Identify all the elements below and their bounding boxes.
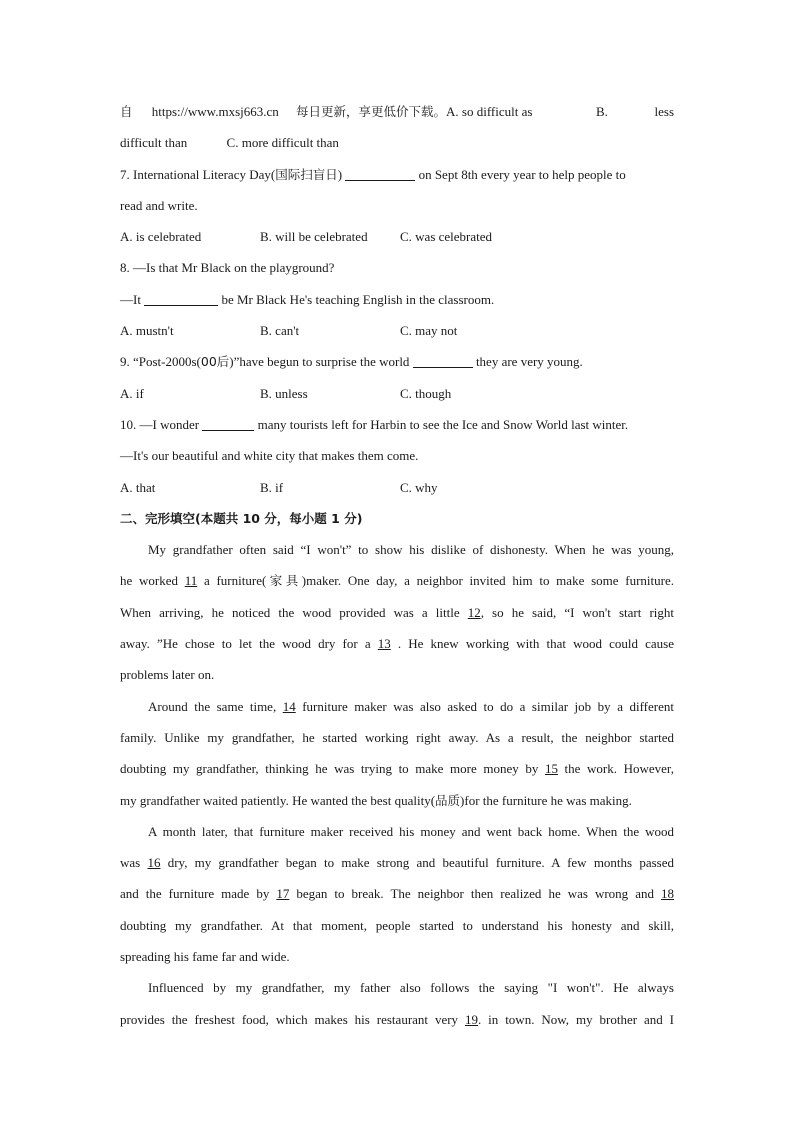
q10-option-a[interactable]: A. that — [120, 479, 156, 495]
passage-text: )for the furniture he was making. — [460, 792, 632, 808]
cloze-blank-12[interactable]: 12 — [467, 604, 481, 620]
header-prefix: 自 — [120, 104, 133, 119]
q9-stem — [120, 346, 674, 377]
q7-stem — [120, 159, 674, 190]
q7-options — [120, 221, 674, 252]
passage-line — [120, 628, 674, 659]
q7-stem-line2 — [120, 190, 674, 221]
passage-line — [120, 1004, 674, 1035]
section-heading: 二、完形填空(本题共 10 分，每小题 1 分) — [120, 510, 363, 526]
passage-line — [120, 597, 674, 628]
passage-text: . He knew working with that wood could cause — [390, 636, 675, 652]
passage-line — [120, 534, 674, 565]
cloze-blank-16[interactable]: 16 — [147, 855, 161, 871]
passage-text: doubting my grandfather, thinking he was trying to make more money by — [120, 761, 545, 777]
header-line — [120, 96, 674, 127]
q8-option-a[interactable]: A. mustn't — [120, 323, 174, 339]
q6-option-c: C. more difficult than — [226, 135, 339, 151]
q10-options — [120, 472, 674, 503]
passage-line — [120, 910, 674, 941]
q9-cjk: 00后 — [200, 354, 230, 370]
passage-text: began to break. The neighbor then realized he was wrong and — [289, 886, 661, 902]
q10-stem-line2 — [120, 440, 674, 471]
q7-blank[interactable] — [345, 166, 415, 181]
q9-blank[interactable] — [413, 353, 473, 368]
cloze-blank-15[interactable]: 15 — [544, 761, 558, 777]
passage-text: spreading his fame far and wide. — [120, 949, 290, 965]
q6-option-a: A. so difficult as — [446, 104, 533, 119]
passage-line — [120, 785, 674, 816]
q9-text-mid: )”have begun to surprise the world — [229, 354, 413, 370]
passage-line — [120, 878, 674, 909]
q8-blank[interactable] — [144, 291, 218, 306]
q7-text-post: on Sept 8th every year to help people to — [415, 166, 626, 182]
passage-text: , so he said, “I won't start right — [480, 604, 674, 620]
passage-text: he worked — [120, 573, 185, 589]
q6-option-b-letter: B. — [596, 104, 608, 119]
q9-text-pre: 9. “Post-2000s( — [120, 354, 201, 370]
passage-line — [120, 847, 674, 878]
q8-options — [120, 315, 674, 346]
passage-text: )maker. One day, a neighbor invited him to make some furniture. — [301, 573, 674, 589]
passage-line — [120, 816, 674, 847]
q7-text-mid: ) — [337, 166, 343, 182]
header-notice: 每日更新，享更低价下载。 — [296, 104, 447, 119]
passage-text: doubting my grandfather. At that moment, people started to understand his honesty and skill, — [120, 917, 674, 933]
q8-stem — [120, 252, 674, 283]
cloze-blank-14[interactable]: 14 — [282, 698, 296, 714]
passage-text: My grandfather often said “I won't” to show his dislike of dishonesty. When he was young, — [148, 542, 674, 558]
passage-text: a furniture( — [197, 573, 267, 589]
q10-text-line2: —It's our beautiful and white city that makes them come. — [120, 448, 419, 464]
passage-line — [120, 941, 674, 972]
passage-text: Around the same time, — [148, 698, 283, 714]
passage-line — [120, 753, 674, 784]
passage-line — [120, 691, 674, 722]
q8-text-post: be Mr Black He's teaching English in the classroom. — [218, 291, 495, 307]
passage-text: the work. However, — [557, 761, 674, 777]
q7-text-line2: read and write. — [120, 197, 198, 213]
q7-option-a[interactable]: A. is celebrated — [120, 229, 202, 245]
header-url[interactable]: https://www.mxsj663.cn — [151, 104, 279, 119]
q9-options — [120, 378, 674, 409]
q9-option-c[interactable]: C. though — [400, 385, 452, 401]
q10-blank[interactable] — [202, 416, 254, 431]
cloze-blank-18[interactable]: 18 — [660, 886, 674, 902]
passage-line — [120, 722, 674, 753]
passage-text: away. ”He chose to let the wood dry for a — [120, 636, 378, 652]
cloze-blank-17[interactable]: 17 — [276, 886, 290, 902]
q9-option-b[interactable]: B. unless — [260, 385, 308, 401]
passage-text: family. Unlike my grandfather, he started working right away. As a result, the neighbor started — [120, 729, 674, 745]
passage-line — [120, 972, 674, 1003]
passage-text: provides the freshest food, which makes his restaurant very — [120, 1011, 465, 1027]
document-page — [120, 96, 674, 1035]
q10-option-b[interactable]: B. if — [260, 479, 284, 495]
q9-option-a[interactable]: A. if — [120, 385, 144, 401]
q8-option-b[interactable]: B. can't — [260, 323, 300, 339]
passage-text: When arriving, he noticed the wood provided was a little — [120, 604, 468, 620]
q7-option-b[interactable]: B. will be celebrated — [260, 229, 368, 245]
q8-option-c[interactable]: C. may not — [400, 323, 458, 339]
passage-text: my grandfather waited patiently. He wanted the best quality( — [120, 792, 436, 808]
q7-cjk: 国际扫盲日 — [275, 166, 338, 182]
q8-stem-line2 — [120, 284, 674, 315]
q10-option-c[interactable]: C. why — [400, 479, 438, 495]
q10-stem — [120, 409, 674, 440]
passage-cjk-gloss: 家具 — [266, 573, 302, 589]
q6-continuation — [120, 127, 674, 158]
passage-line — [120, 659, 674, 690]
passage-line — [120, 565, 674, 596]
passage-text: furniture maker was also asked to do a similar job by a different — [295, 698, 674, 714]
q10-text-post: many tourists left for Harbin to see the Ice and Snow World last winter. — [254, 416, 629, 432]
passage-text: was — [120, 855, 148, 871]
passage-text: Influenced by my grandfather, my father also follows the saying "I won't". He always — [148, 980, 674, 996]
q8-text-pre: —It — [120, 291, 145, 307]
q10-text-pre: 10. —I wonder — [120, 416, 203, 432]
q7-option-c[interactable]: C. was celebrated — [400, 229, 493, 245]
q8-text-line1: 8. —Is that Mr Black on the playground? — [120, 260, 335, 276]
cloze-passage — [120, 534, 674, 1035]
passage-text: A month later, that furniture maker received his money and went back home. When the wood — [148, 823, 674, 839]
passage-cjk-gloss: 品质 — [435, 792, 461, 808]
passage-text: . in town. Now, my brother and I — [477, 1011, 674, 1027]
cloze-blank-11[interactable]: 11 — [184, 573, 198, 589]
passage-text: dry, my grandfather began to make strong and beautiful furniture. A few months passed — [160, 855, 674, 871]
q6-option-b-rest: difficult than — [120, 135, 188, 151]
passage-text: problems later on. — [120, 667, 215, 683]
q9-text-post: they are very young. — [472, 354, 583, 370]
q7-text-pre: 7. International Literacy Day( — [120, 166, 276, 182]
q6-option-b-word: less — [654, 104, 674, 119]
cloze-blank-19[interactable]: 19 — [464, 1011, 478, 1027]
cloze-blank-13[interactable]: 13 — [377, 636, 391, 652]
passage-text: and the furniture made by — [120, 886, 277, 902]
